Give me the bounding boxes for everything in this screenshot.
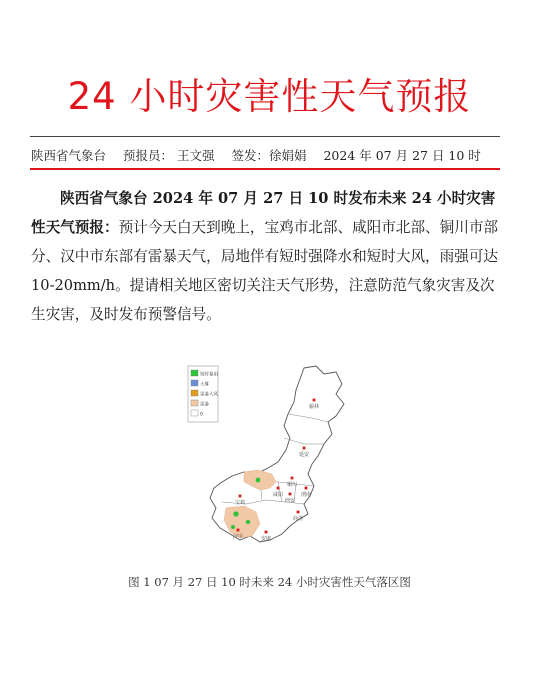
city-label: 商洛	[293, 516, 304, 522]
city-label: 铜川	[287, 482, 298, 488]
forecast-lead: 陕西省气象台 2024 年 07 月 27 日 10 时发布未来 24 小时灾害性天气预报：	[31, 190, 496, 236]
map-legend	[188, 366, 218, 422]
legend-label: 大雾	[200, 382, 209, 388]
legend-label: 短时暴雨	[200, 372, 218, 378]
legend-label: 0	[200, 412, 203, 418]
red-divider	[30, 168, 500, 170]
legend-label: 雷暴	[200, 402, 209, 408]
forecaster: 预报员： 王文强	[123, 148, 215, 163]
legend-swatch	[191, 400, 198, 406]
agency-name: 陕西省气象台	[31, 148, 107, 163]
legend-swatch	[191, 370, 198, 376]
city-label: 汉中	[233, 534, 244, 540]
legend-label: 雷暴大风	[200, 392, 218, 398]
top-divider	[30, 136, 500, 137]
issue-info-line	[31, 146, 501, 164]
shaanxi-map	[186, 364, 356, 559]
page-title: 24 小时灾害性天气预报	[67, 75, 472, 118]
city-label: 榆林	[309, 404, 320, 410]
figure-caption: 图 1 07 月 27 日 10 时未来 24 小时灾害性天气落区图	[128, 575, 411, 589]
issue-time: 2024 年 07 月 27 日 10 时	[323, 148, 481, 163]
city-label: 咸阳	[273, 492, 284, 498]
city-label: 渭南	[301, 492, 312, 498]
approver: 签发：徐娟娟	[231, 148, 307, 163]
legend-swatch	[191, 410, 198, 416]
forecast-map	[186, 364, 356, 559]
forecast-text: 预计今天白天到晚上，宝鸡市北部、咸阳市北部、铜川市部分、汉中市东部有雷暴天气，局地伴有短时强降水和短时大风，雨强可达 10-20mm/h。提请相关地区密切关注天气形势，注意防范气象灾害及次生灾害，及时发布预警信号。	[31, 219, 499, 323]
legend-swatch	[191, 390, 198, 396]
city-label: 延安	[299, 452, 310, 458]
city-label: 宝鸡	[235, 500, 246, 506]
legend-swatch	[191, 380, 198, 386]
forecast-paragraph	[31, 184, 501, 329]
city-label: 西安	[285, 498, 296, 504]
city-label: 安康	[261, 536, 272, 542]
